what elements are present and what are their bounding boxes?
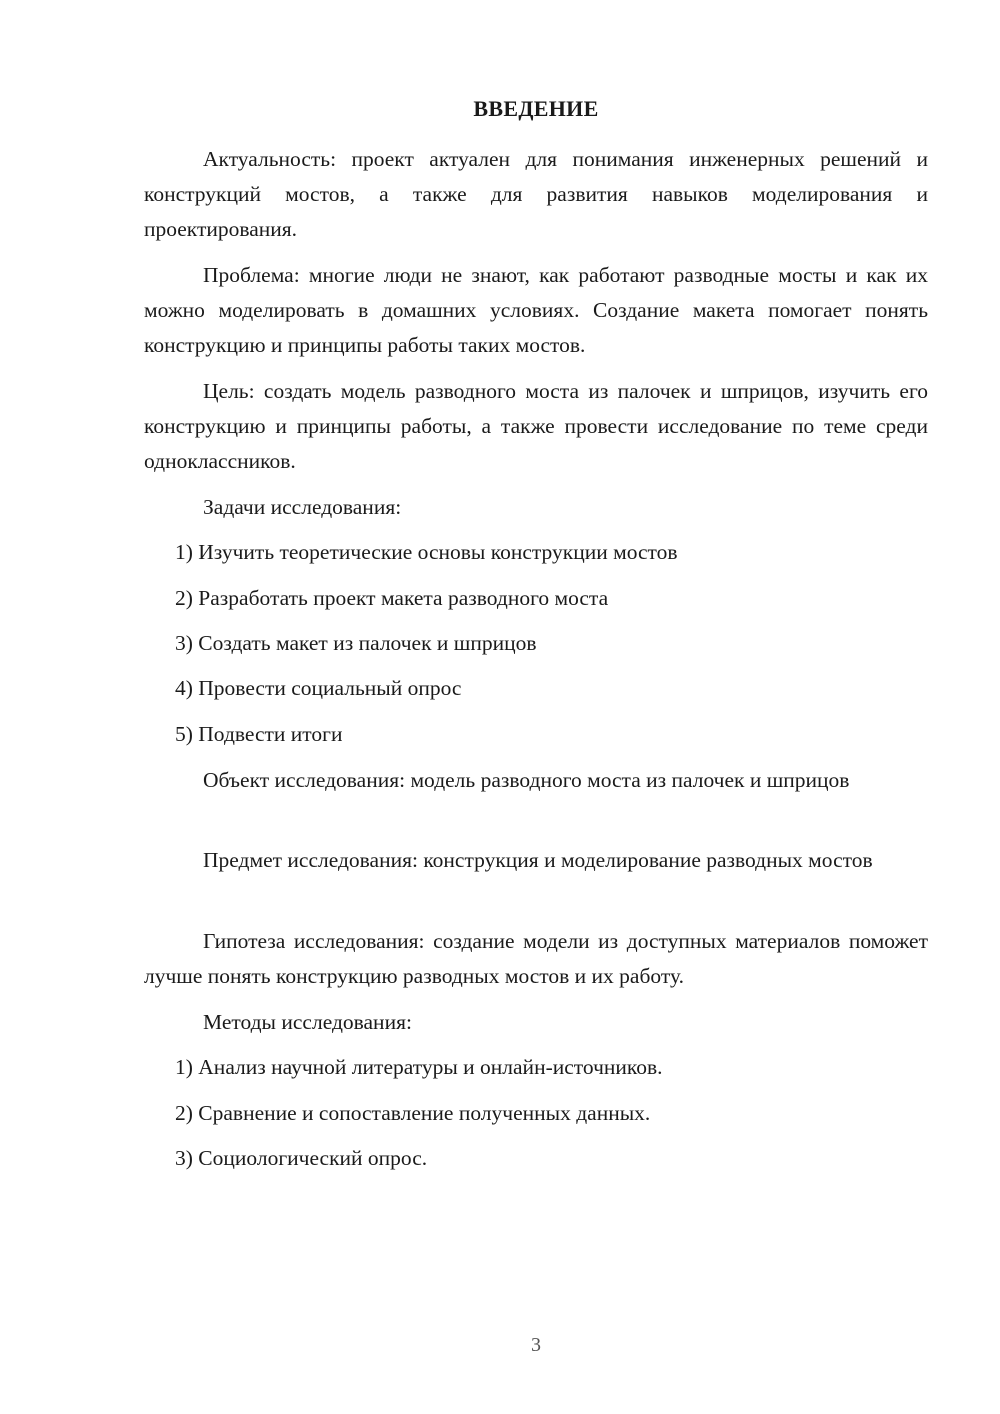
task-item-4-block — [144, 671, 928, 706]
task-item-1-block — [144, 535, 928, 570]
method-item-2-block — [144, 1096, 928, 1131]
methods-heading: Методы исследования: — [203, 1010, 412, 1034]
task-item-4: 4) Провести социальный опрос — [175, 676, 462, 700]
task-item-3: 3) Создать макет из палочек и шприцов — [175, 631, 537, 655]
method-item-1-block — [144, 1050, 928, 1085]
problem-paragraph-block — [144, 258, 928, 363]
method-item-1: 1) Анализ научной литературы и онлайн-источников. — [175, 1055, 663, 1079]
method-item-3-block — [144, 1141, 928, 1176]
task-item-5-block — [144, 717, 928, 752]
relevance-paragraph-block — [144, 142, 928, 247]
task-item-2-block — [144, 581, 928, 616]
object-paragraph: Объект исследования: модель разводного моста из палочек и шприцов — [203, 768, 850, 792]
subject-paragraph: Предмет исследования: конструкция и моделирование разводных мостов — [203, 848, 873, 872]
task-item-5: 5) Подвести итоги — [175, 722, 343, 746]
goal-paragraph-block — [144, 374, 928, 479]
page-title: ВВЕДЕНИЕ — [473, 96, 599, 121]
relevance-paragraph: Актуальность: проект актуален для понимания инженерных решений и конструкций мостов, а также для развития навыков моделирования и проектирования. — [144, 147, 928, 241]
hypothesis-paragraph-block — [144, 924, 928, 994]
subject-paragraph-block — [144, 843, 928, 878]
tasks-heading: Задачи исследования: — [203, 495, 402, 519]
goal-paragraph: Цель: создать модель разводного моста из палочек и шприцов, изучить его конструкцию и принципы работы, а также провести исследование по теме среди одноклассников. — [144, 379, 928, 473]
problem-paragraph: Проблема: многие люди не знают, как работают разводные мосты и как их можно моделировать в домашних условиях. Создание макета помогает понять конструкцию и принципы работы таких мостов. — [144, 263, 928, 357]
method-item-2: 2) Сравнение и сопоставление полученных данных. — [175, 1101, 651, 1125]
method-item-3: 3) Социологический опрос. — [175, 1146, 428, 1170]
object-paragraph-block — [144, 763, 928, 798]
page-number: 3 — [531, 1334, 541, 1356]
task-item-3-block — [144, 626, 928, 661]
task-item-1: 1) Изучить теоретические основы конструкции мостов — [175, 540, 678, 564]
methods-heading-block — [144, 1005, 928, 1040]
tasks-heading-block — [144, 490, 928, 525]
hypothesis-paragraph: Гипотеза исследования: создание модели из доступных материалов поможет лучше понять конструкцию разводных мостов и их работу. — [144, 929, 928, 988]
task-item-2: 2) Разработать проект макета разводного моста — [175, 586, 609, 610]
